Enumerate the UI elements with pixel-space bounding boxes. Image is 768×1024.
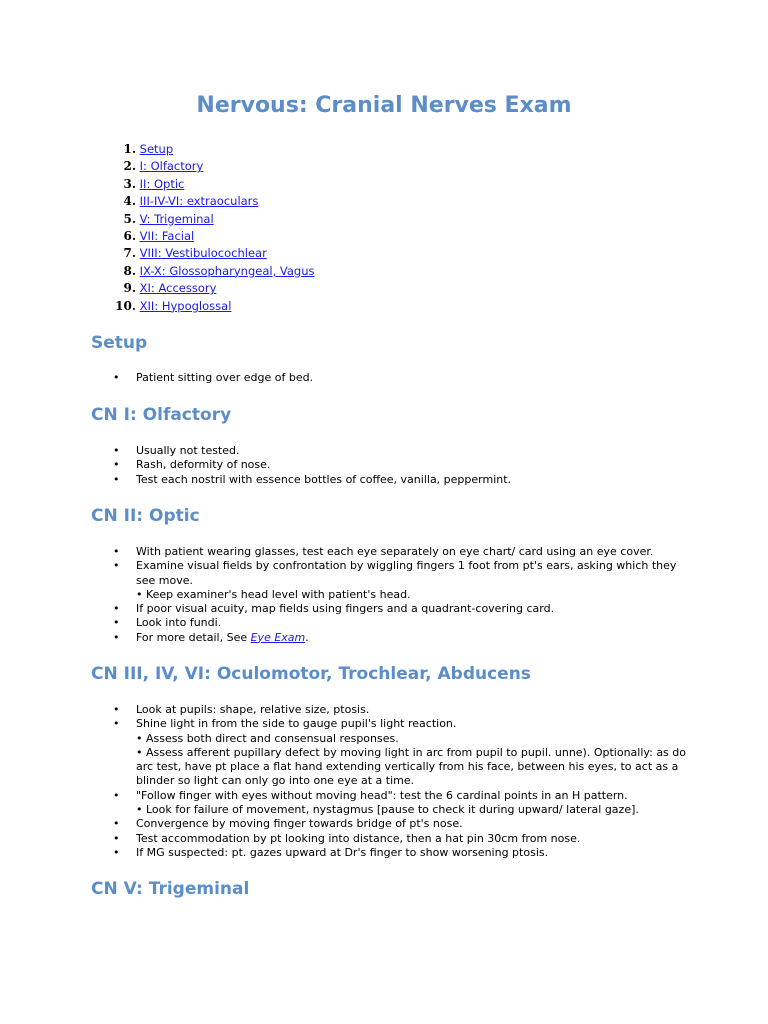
section-heading-setup: Setup bbox=[91, 333, 148, 353]
list-item-text: Usually not tested. bbox=[136, 444, 240, 457]
sub-point: • Assess afferent pupillary defect by moving light in arc from pupil to pupil. unne). Optionally: as do arc test, have pt place a flat hand extending vertically from his face, between his eyes, to act as a blinder so light can only go into one eye at a time. bbox=[136, 745, 686, 788]
toc-link-trigeminal[interactable]: V: Trigeminal bbox=[139, 211, 214, 226]
cn1-list bbox=[91, 444, 691, 487]
page-title: Nervous: Cranial Nerves Exam bbox=[196, 93, 572, 118]
eye-exam-link[interactable]: Eye Exam bbox=[250, 630, 306, 644]
toc-link-facial[interactable]: VII: Facial bbox=[139, 228, 195, 243]
list-item bbox=[91, 458, 691, 472]
list-item bbox=[91, 473, 691, 487]
toc-link-optic[interactable]: II: Optic bbox=[139, 176, 185, 191]
bullet: • bbox=[113, 458, 120, 472]
sub-point: • Assess both direct and consensual responses. bbox=[136, 731, 399, 745]
bullet: • bbox=[113, 444, 120, 457]
toc-number: 8. bbox=[123, 263, 136, 278]
toc-number: 1. bbox=[123, 142, 136, 156]
list-item bbox=[91, 616, 691, 630]
bullet: • bbox=[113, 559, 120, 573]
toc-item-hypoglossal bbox=[100, 298, 500, 315]
bullet: • bbox=[113, 817, 120, 831]
list-item bbox=[91, 817, 691, 831]
sub-point: • Look for failure of movement, nystagmus [pause to check it during upward/ lateral gaze]. bbox=[136, 803, 639, 817]
list-item-text: Shine light in from the side to gauge pupil's light reaction. bbox=[136, 717, 457, 731]
toc-number: 3. bbox=[123, 176, 136, 191]
section-heading-cn2: CN II: Optic bbox=[91, 506, 200, 526]
bullet: • bbox=[113, 717, 120, 731]
toc-item-accessory bbox=[100, 280, 500, 297]
section-heading-cn5: CN V: Trigeminal bbox=[91, 879, 250, 899]
toc-item-optic bbox=[100, 176, 500, 193]
list-item bbox=[91, 631, 691, 645]
toc-link-extraoculars[interactable]: III-IV-VI: extraoculars bbox=[139, 194, 259, 209]
bullet: • bbox=[113, 472, 120, 486]
list-item bbox=[91, 846, 691, 860]
list-item-text: Look at pupils: shape, relative size, ptosis. bbox=[136, 703, 370, 716]
toc-item-setup bbox=[100, 141, 500, 158]
list-item-text: Test each nostril with essence bottles of coffee, vanilla, peppermint. bbox=[136, 472, 512, 486]
list-item-text: "Follow finger with eyes without moving head": test the 6 cardinal points in an H pattern. bbox=[136, 788, 628, 802]
toc-item-trigeminal bbox=[100, 211, 500, 228]
toc-number: 7. bbox=[123, 246, 136, 261]
toc-link-setup[interactable]: Setup bbox=[139, 142, 174, 156]
toc-link-accessory[interactable]: XI: Accessory bbox=[139, 281, 217, 296]
bullet: • bbox=[113, 371, 120, 384]
toc-link-glossopharyngeal-vagus[interactable]: IX-X: Glossopharyngeal, Vagus bbox=[139, 263, 315, 278]
bullet: • bbox=[113, 630, 120, 644]
list-item-text: Test accommodation by pt looking into distance, then a hat pin 30cm from nose. bbox=[136, 831, 581, 845]
toc-number: 5. bbox=[123, 211, 136, 226]
cn2-list bbox=[91, 545, 691, 645]
toc-number: 6. bbox=[123, 228, 136, 243]
list-item-text: Patient sitting over edge of bed. bbox=[136, 371, 314, 384]
toc-number: 4. bbox=[123, 194, 136, 209]
toc-item-facial bbox=[100, 228, 500, 245]
list-item-text: Look into fundi. bbox=[136, 616, 222, 630]
list-item bbox=[91, 545, 691, 559]
sub-point: • Keep examiner's head level with patient's head. bbox=[136, 587, 411, 601]
list-item-text: Examine visual fields by confrontation by wiggling fingers 1 foot from pt's ears, asking which they see move. bbox=[136, 559, 677, 587]
section-heading-cn1: CN I: Olfactory bbox=[91, 405, 232, 425]
toc-item-olfactory bbox=[100, 158, 500, 175]
list-item-text: For more detail, See bbox=[136, 630, 251, 644]
list-item bbox=[91, 832, 691, 846]
bullet: • bbox=[113, 788, 120, 802]
list-item-text: Rash, deformity of nose. bbox=[136, 458, 271, 472]
bullet: • bbox=[113, 602, 120, 616]
list-item bbox=[91, 602, 691, 616]
toc-item-extraoculars bbox=[100, 193, 500, 210]
toc-number: 10. bbox=[115, 298, 136, 313]
list-item bbox=[91, 371, 691, 385]
list-item bbox=[91, 444, 691, 458]
list-item-text: With patient wearing glasses, test each eye separately on eye chart/ card using an eye cover. bbox=[136, 545, 654, 558]
list-item-text: Convergence by moving finger towards bridge of pt's nose. bbox=[136, 817, 463, 831]
table-of-contents bbox=[100, 141, 500, 315]
bullet: • bbox=[113, 545, 120, 558]
toc-number: 9. bbox=[123, 281, 136, 296]
bullet: • bbox=[113, 831, 120, 845]
list-item-text: If poor visual acuity, map fields using fingers and a quadrant-covering card. bbox=[136, 602, 555, 616]
bullet: • bbox=[113, 703, 120, 716]
list-item bbox=[91, 717, 691, 788]
list-item bbox=[91, 789, 691, 818]
toc-link-olfactory[interactable]: I: Olfactory bbox=[139, 159, 204, 174]
toc-link-hypoglossal[interactable]: XII: Hypoglossal bbox=[139, 298, 232, 313]
toc-number: 2. bbox=[123, 159, 136, 174]
bullet: • bbox=[113, 616, 120, 630]
list-item-text: If MG suspected: pt. gazes upward at Dr's finger to show worsening ptosis. bbox=[136, 845, 549, 859]
setup-list bbox=[91, 371, 691, 385]
cn3-list bbox=[91, 703, 691, 860]
list-item bbox=[91, 559, 691, 602]
list-item-text: . bbox=[305, 630, 309, 644]
bullet: • bbox=[113, 845, 120, 859]
toc-link-vestibulocochlear[interactable]: VIII: Vestibulocochlear bbox=[139, 246, 267, 261]
toc-item-glossopharyngeal-vagus bbox=[100, 263, 500, 280]
list-item bbox=[91, 703, 691, 717]
section-heading-cn3: CN III, IV, VI: Oculomotor, Trochlear, Abducens bbox=[91, 664, 531, 684]
toc-item-vestibulocochlear bbox=[100, 245, 500, 262]
